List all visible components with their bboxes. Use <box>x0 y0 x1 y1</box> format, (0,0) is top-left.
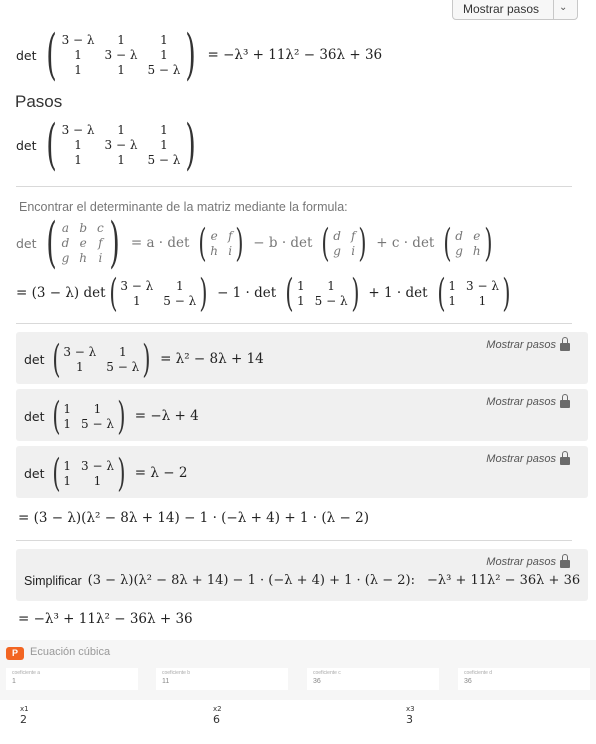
card-label: coeficiente d <box>464 670 493 676</box>
show-steps-label: Mostrar pasos <box>486 556 556 568</box>
show-steps-label: Mostrar pasos <box>463 2 540 16</box>
matrix-grid <box>210 229 232 258</box>
matrix-cell: 1 <box>74 138 82 152</box>
matrix-cell: d <box>455 228 463 243</box>
matrix-cell: 1 <box>448 293 457 308</box>
formula-term-c: + c · det <box>376 235 435 251</box>
matrix-grid <box>62 123 181 167</box>
expansion-term-3: + 1 · det <box>368 285 428 301</box>
simplify-result: −λ³ + 11λ² − 36λ + 36 <box>426 573 581 588</box>
matrix-cell: 1 <box>74 48 82 62</box>
matrix-grid <box>63 345 139 374</box>
determinant-result: = −λ³ + 11λ² − 36λ + 36 <box>207 47 383 63</box>
matrix-cell: 1 <box>63 401 71 416</box>
matrix-cell: 5 − λ <box>314 293 348 308</box>
matrix-cell: 1 <box>93 473 102 488</box>
final-result: = −λ³ + 11λ² − 36λ + 36 <box>18 611 193 627</box>
simplify-label: Simplificar <box>24 573 82 588</box>
root-value: 2 <box>20 713 27 726</box>
matrix-grid <box>62 221 104 265</box>
card-label: coeficiente b <box>162 670 191 676</box>
problem-statement <box>16 23 388 86</box>
matrix-cell: 1 <box>74 153 82 167</box>
card-label: coeficiente a <box>12 670 41 676</box>
matrix-cell: 5 − λ <box>163 293 197 308</box>
lock-icon <box>560 560 570 568</box>
substituted-expression: = (3 − λ)(λ² − 8λ + 14) − 1 · (−λ + 4) + 1 · (λ − 2) <box>18 510 369 526</box>
matrix-cell: 5 − λ <box>81 416 114 431</box>
matrix-cell: 1 <box>327 278 335 293</box>
steps-heading: Pasos <box>15 92 63 111</box>
card-value: 11 <box>162 678 170 685</box>
matrix-cell: 1 <box>74 63 82 77</box>
matrix-cell: d <box>333 228 341 243</box>
expansion-term-1: = (3 − λ) det <box>16 285 106 301</box>
matrix-cell: 3 − λ <box>81 458 114 473</box>
step-box-det-1: Mostrar pasos det ( 3 − λ 1 1 5 − λ ) = λ² − 8λ + 14 <box>16 332 588 384</box>
matrix-grid <box>63 459 114 488</box>
matrix-cell: 1 <box>478 293 487 308</box>
matrix-grid <box>297 279 348 308</box>
matrix-cell: 1 <box>118 344 127 359</box>
coefficient-card[interactable] <box>458 668 590 690</box>
step-box-det-3: Mostrar pasos det ( 1 3 − λ 1 1 ) = λ − 2 <box>16 446 588 498</box>
matrix-cell: 1 <box>160 138 168 152</box>
matrix-cell: 3 − λ <box>104 48 138 62</box>
matrix-cell: 5 − λ <box>106 359 140 374</box>
det-label: det <box>16 235 37 251</box>
lock-icon <box>560 400 570 408</box>
root-cell <box>406 705 415 726</box>
formula-term-b: − b · det <box>253 235 313 251</box>
coefficient-card[interactable] <box>6 668 138 690</box>
det-label: det <box>24 351 45 367</box>
matrix-cell: e <box>473 228 481 243</box>
lock-icon <box>560 457 570 465</box>
card-value: 36 <box>464 678 472 685</box>
card-value: 1 <box>12 678 16 685</box>
lock-icon <box>560 343 570 351</box>
matrix-cell: e <box>210 228 218 243</box>
matrix-cell: g <box>455 243 463 258</box>
det-label: det <box>24 408 45 424</box>
matrix-cell: e <box>79 236 87 250</box>
formula-term-a: = a · det <box>130 235 190 251</box>
matrix-3x3: ( 3 − λ 1 1 1 3 − λ 1 1 1 5 − λ ) <box>45 113 197 176</box>
matrix-grid <box>333 229 355 258</box>
matrix-cell: f <box>350 228 356 243</box>
hint-text: Encontrar el determinante de la matriz mediante la formula: <box>19 200 348 214</box>
matrix-cell: 1 <box>175 278 184 293</box>
matrix-grid <box>448 279 499 308</box>
steps-statement <box>16 113 202 176</box>
step-box-det-2: Mostrar pasos det ( 1 1 1 5 − λ ) = −λ + 4 <box>16 389 588 441</box>
matrix-cell: 3 − λ <box>466 278 499 293</box>
matrix-cell: i <box>351 243 356 258</box>
matrix-cell: 1 <box>117 123 125 137</box>
coefficient-card[interactable] <box>156 668 288 690</box>
matrix-cell: a <box>61 221 70 235</box>
matrix-3x3: ( 3 − λ 1 1 1 3 − λ 1 1 1 5 − λ ) <box>45 23 197 86</box>
matrix-grid <box>63 402 114 431</box>
matrix-cell: 5 − λ <box>147 63 181 77</box>
matrix-cell: g <box>333 243 341 258</box>
matrix-cell: h <box>210 243 218 258</box>
app-logo: P <box>6 647 24 660</box>
root-label: x1 <box>20 705 29 713</box>
matrix-cell: 1 <box>117 33 125 47</box>
step-result: = λ − 2 <box>134 465 188 481</box>
matrix-cell: b <box>79 221 87 235</box>
root-label: x3 <box>406 705 415 713</box>
matrix-cell: 1 <box>63 458 71 473</box>
divider <box>16 540 572 541</box>
step-result: = −λ + 4 <box>134 408 199 424</box>
divider <box>16 323 572 324</box>
step-box-simplify <box>16 549 588 601</box>
matrix-cell: c <box>97 221 104 235</box>
matrix-grid <box>120 279 196 308</box>
matrix-cell: 1 <box>133 293 141 308</box>
related-title: Ecuación cúbica <box>30 646 111 658</box>
root-cell <box>213 705 222 726</box>
simplify-expression: (3 − λ)(λ² − 8λ + 14) − 1 · (−λ + 4) + 1 · (λ − 2): <box>87 573 415 588</box>
matrix-cell: 3 − λ <box>104 138 138 152</box>
show-steps-label: Mostrar pasos <box>486 453 556 465</box>
matrix-cell: f <box>228 228 233 243</box>
matrix-cell: 1 <box>297 278 305 293</box>
det-label: det <box>16 137 37 153</box>
matrix-cell: 1 <box>76 359 84 374</box>
det-label: det <box>24 465 45 481</box>
button-divider <box>553 0 554 19</box>
card-value: 36 <box>313 678 321 685</box>
matrix-cell: f <box>98 236 103 250</box>
matrix-cell: h <box>472 243 481 258</box>
show-steps-link[interactable] <box>486 556 570 568</box>
show-steps-label: Mostrar pasos <box>486 396 556 408</box>
det-label: det <box>16 47 37 63</box>
matrix-cell: 3 − λ <box>61 123 95 137</box>
matrix-cell: 3 − λ <box>63 344 97 359</box>
root-value: 6 <box>213 713 220 726</box>
expansion-term-2: − 1 · det <box>217 285 277 301</box>
matrix-grid <box>62 33 181 77</box>
matrix-cell: 1 <box>93 401 102 416</box>
show-steps-link[interactable] <box>486 339 570 351</box>
root-cell <box>20 705 29 726</box>
matrix-cell: 3 − λ <box>61 33 95 47</box>
show-steps-label: Mostrar pasos <box>486 339 556 351</box>
matrix-cell: 1 <box>160 48 168 62</box>
step-result: = λ² − 8λ + 14 <box>160 351 264 367</box>
matrix-cell: 1 <box>160 33 168 47</box>
matrix-cell: 5 − λ <box>147 153 181 167</box>
root-label: x2 <box>213 705 222 713</box>
matrix-cell: 1 <box>448 278 457 293</box>
matrix-cell: 1 <box>63 473 71 488</box>
matrix-cell: 1 <box>117 153 125 167</box>
chevron-down-icon[interactable]: ⌄ <box>559 2 568 13</box>
matrix-cell: d <box>61 236 70 250</box>
divider <box>16 186 572 187</box>
matrix-cell: i <box>98 251 103 265</box>
show-steps-button[interactable] <box>452 0 578 20</box>
matrix-cell: 1 <box>160 123 168 137</box>
matrix-cell: 3 − λ <box>120 278 154 293</box>
roots-row <box>0 700 596 744</box>
matrix-cell: 1 <box>117 63 125 77</box>
matrix-cell: i <box>228 243 233 258</box>
root-value: 3 <box>406 713 413 726</box>
matrix-cell: g <box>61 251 70 265</box>
card-label: coeficiente c <box>313 670 341 676</box>
matrix-cell: 1 <box>297 293 305 308</box>
show-steps-link[interactable] <box>486 396 570 408</box>
matrix-cell: 1 <box>63 416 71 431</box>
matrix-cell: h <box>79 251 88 265</box>
cofactor-expansion: = (3 − λ) det ( 3 − λ 1 1 5 − λ ) − 1 · det ( 1 1 1 5 − λ ) + 1 · det ( 1 3 − λ 1 1 ) <box>16 271 511 315</box>
show-steps-link[interactable] <box>486 453 570 465</box>
determinant-formula: det ( a b c d e f g h i ) = a · det ( e f h i ) − b · det ( d f g i ) + c · det ( d e g h ) <box>16 211 493 274</box>
matrix-grid <box>455 229 480 258</box>
coefficient-card[interactable] <box>307 668 439 690</box>
